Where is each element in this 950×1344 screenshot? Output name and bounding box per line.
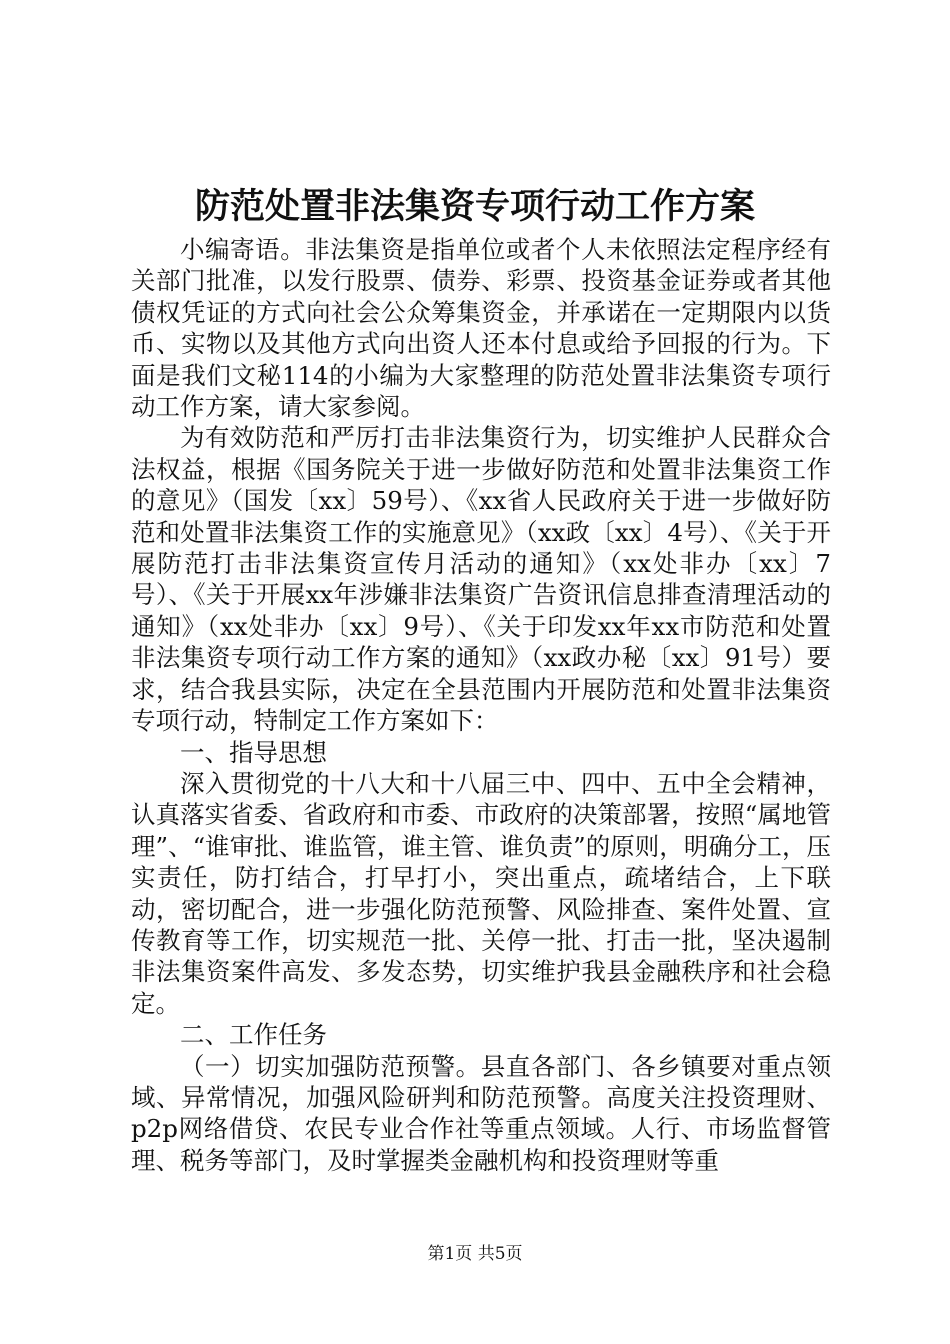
section-heading-guiding-thought: 一、指导思想 — [180, 737, 327, 767]
intro-paragraph: 小编寄语。非法集资是指单位或者个人未依照法定程序经有关部门批准，以发行股票、债券、彩票、投资基金证券或者其他债权凭证的方式向社会公众筹集资金，并承诺在一定期限内以货币、实物以及其他方式向出资人还本付息或给予回报的行为。下面是我们文秘114的小编为大家整理的防范处置非法集资专项行动工作方案，请大家参阅。 — [131, 235, 831, 422]
task-one-paragraph: （一）切实加强防范预警。县直各部门、各乡镇要对重点领域、异常情况，加强风险研判和防范预警。高度关注投资理财、p2p网络借贷、农民专业合作社等重点领域。人行、市场监督管理、税务等部门，及时掌握类金融机构和投资理财等重 — [131, 1051, 831, 1175]
guiding-thought-paragraph: 深入贯彻党的十八大和十八届三中、四中、五中全会精神，认真落实省委、省政府和市委、市政府的决策部署，按照“属地管理”、“谁审批、谁监管，谁主管、谁负责”的原则，明确分工，压实责任，防打结合，打早打小，突出重点，疏堵结合，上下联动，密切配合，进一步强化防范预警、风险排查、案件处置、宣传教育等工作，切实规范一批、关停一批、打击一批，坚决遏制非法集资案件高发、多发态势，切实维护我县金融秩序和社会稳定。 — [131, 768, 831, 1018]
basis-paragraph: 为有效防范和严厉打击非法集资行为，切实维护人民群众合法权益，根据《国务院关于进一步做好防范和处置非法集资工作的意见》（国发〔xx〕59号）、《xx省人民政府关于进一步做好防范和处置非法集资工作的实施意见》（xx政〔xx〕4号）、《关于开展防范打击非法集资宣传月活动的通知》（xx处非办〔xx〕7号）、《关于开展xx年涉嫌非法集资广告资讯信息排查清理活动的通知》（xx处非办〔xx〕9号）、《关于印发xx年xx市防范和处置非法集资专项行动工作方案的通知》（xx政办秘〔xx〕91号）要求，结合我县实际，决定在全县范围内开展防范和处置非法集资专项行动，特制定工作方案如下： — [131, 423, 831, 736]
page-footer: 第1页 共5页 — [427, 1244, 523, 1264]
document-body — [131, 234, 831, 1176]
document-title: 防范处置非法集资专项行动工作方案 — [194, 186, 755, 227]
section-heading-tasks: 二、工作任务 — [180, 1020, 327, 1050]
